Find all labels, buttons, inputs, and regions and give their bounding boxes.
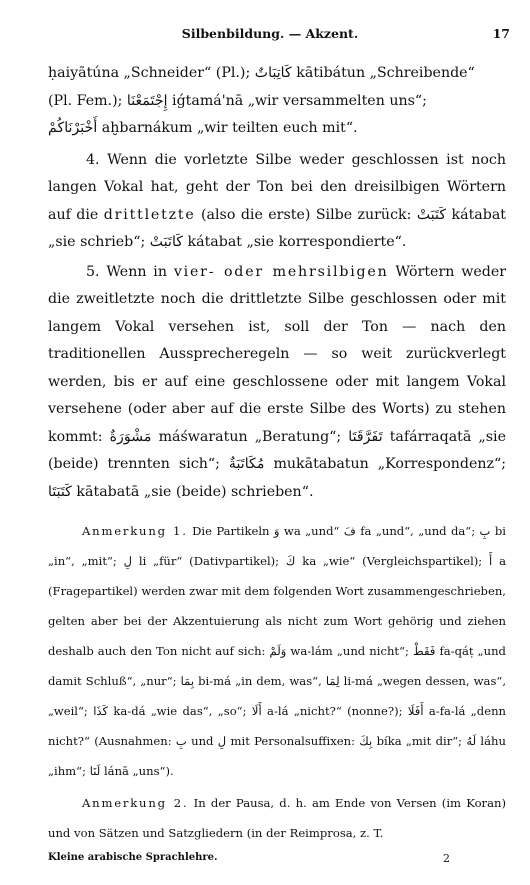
paragraph-5-emphasis: vier- oder mehrsilbigen (173, 263, 389, 280)
page-footer (48, 852, 510, 868)
continuation-line-3: أَخْبَرْنَاكُمْ aḫbarnákum „wir teilten euch mit“. (48, 120, 358, 136)
paragraph-5-start: 5. Wenn in (86, 263, 174, 280)
paragraph-4-end: (also die erste) Silbe zurück: كَتَبَتْ kátabat „sie schrieb“; كَاتَبَتْ kátabat „sie korrespondierte“. (48, 206, 506, 250)
continuation-line-1: ḥaiyātúna „Schneider“ (Pl.); كَاتِبَاتٌ kātibátun „Schreibende“ (48, 65, 475, 81)
note-1-text: Die Partikeln وَ wa „und“ فَ fa „und“, „und da“; بِ bi „in“, „mit“; لِ li „für“ (Dativpartikel); كَ ka „wie“ (Vergleichspartikel); أَ a (Fragepartikel) werden zwar mit dem folgenden Wort zusammengeschrieben, gelten aber bei der Akzentuierung als nicht zum Wort gehörig und ziehen deshalb auch den Ton nicht auf sich: وَلَمْ wa-lám „und nicht“; فَقَطْ fa-qáṭ „und damit Schluß“, „nur“; بِمَا bi-má „in dem, was“, لِمَا li-má „wegen dessen, was“, „weil“; كَذَا ka-dá „wie das“, „so“; أَلَا a-lá „nicht?“ (nonne?); أَفَلَا a-fa-lá „denn nicht?“ (Ausnahmen: بِ und لِ mit Personalsuffixen: بِكَ bíka „mit dir“; لَهُ láhu „ihm“; لَنَا lánā „uns“). (48, 524, 507, 778)
notes-section (48, 516, 506, 848)
note-2 (48, 788, 506, 848)
page-number: 17 (492, 26, 510, 41)
paragraph-4-start: 4. Wenn die vorletzte Silbe weder geschlossen ist noch langen Vokal hat, geht der Ton bei den dreisilbigen Wörtern auf die (48, 151, 506, 223)
header-title: Silbenbildung. — Akzent. (181, 26, 359, 41)
note-2-label: Anmerkung 2. (82, 796, 189, 810)
paragraph-5 (48, 259, 506, 507)
paragraph-4 (48, 147, 506, 257)
paragraph-4-emphasis: drittletzte (103, 206, 196, 223)
footer-book-title: Kleine arabische Sprachlehre. (48, 852, 218, 863)
signature-mark: 2 (443, 852, 450, 865)
note-1-label: Anmerkung 1. (82, 524, 188, 538)
continuation-line-2: (Pl. Fem.); إِجْتَمَعْنَا iǵtamá'nā „wir versammelten uns“; (48, 92, 427, 109)
note-2-text: In der Pausa, d. h. am Ende von Versen (im Koran) und von Sätzen und Satzgliedern (in der Reimprosa, z. T. (48, 796, 506, 840)
paragraph-5-end: Wörtern weder die zweitletzte noch die drittletzte Silbe geschlossen oder mit langem Vokal versehen ist, soll der Ton — nach den traditionellen Aussprecheregeln — so weit zurückverlegt werden, bis er auf eine geschlossene oder mit langem Vokal versehene (oder aber auf die erste Silbe des Worts) zu stehen kommt: مَشْوَرَةٌ máśwaratun „Beratung“; تَفَرَّقَتَا tafárraqatā „sie (beide) trennten sich“; مُكَاتَبَةٌ mukātabatun „Korrespondenz“; كَتَبَتَا kātabatā „sie (beide) schrieben“. (48, 263, 507, 500)
main-text (48, 60, 506, 848)
running-header (30, 26, 510, 46)
note-1 (48, 516, 506, 786)
